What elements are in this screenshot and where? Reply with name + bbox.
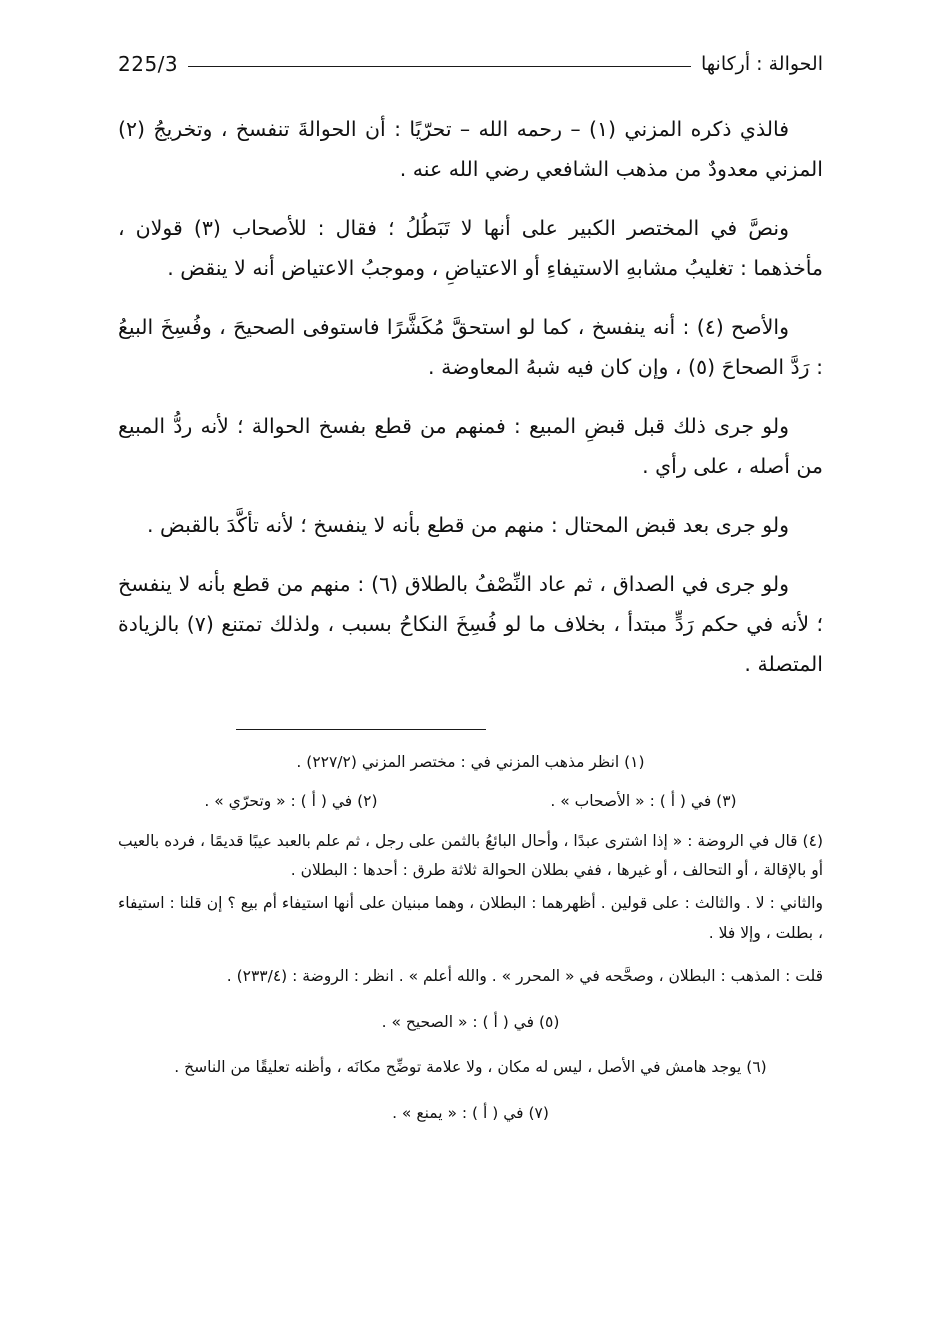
footnote-separator: [236, 729, 486, 730]
body-paragraph: ولو جرى في الصداق ، ثم عاد النِّصْفُ بالطلاق (٦) : منهم من قطع بأنه لا ينفسخ ؛ لأنه في حكم رَدٍّ مبتدأ ، بخلاف ما لو فُسِخَ النكاحُ بسبب ، ولذلك تمتنع (٧) بالزيادة المتصلة .: [118, 571, 823, 676]
header-title: الحوالة : أركانها: [700, 53, 823, 75]
footnote-item: (٣) في ( أ ) : « الأصحاب » .: [550, 792, 737, 811]
footnote-line: والثاني : لا . والثالث : على قولين . أظهرهما : البطلان ، وهما مبنيان على أنها استيفاء أم بيع ؟ إن قلنا : استيفاء ، بطلت ، وإلا فلا .: [118, 894, 823, 942]
footnote-line: قلت : المذهب : البطلان ، وصحَّحه في « المحرر » . والله أعلم » . انظر : الروضة : (٢٣٣/٤) .: [226, 967, 823, 986]
body-paragraph: ولو جرى ذلك قبل قبضِ المبيع : فمنهم من قطع بفسخ الحوالة ؛ لأنه ردُّ المبيع من أصله ، على رأي .: [118, 413, 823, 478]
body-paragraph: فالذي ذكره المزني (١) – رحمه الله – تحرّيًا : أن الحوالةَ تنفسخ ، وتخريجُ (٢) المزني معدودٌ من مذهب الشافعي رضي الله عنه .: [118, 117, 823, 181]
header-divider: [188, 66, 691, 67]
footnotes-section: [118, 748, 823, 1128]
page-number: 225/3: [118, 52, 179, 76]
body-paragraph: ولو جرى بعد قبض المحتال : منهم من قطع بأنه لا ينفسخ ؛ لأنه تأكَّدَ بالقبض .: [147, 512, 789, 537]
body-paragraph: والأصح (٤) : أنه ينفسخ ، كما لو استحقَّ مُكَشَّرًا فاستوفى الصحيحَ ، وفُسِخَ البيعُ : رَدَّ الصحاحَ (٥) ، وإن كان فيه شبهُ المعاوضة .: [118, 314, 823, 379]
footnote-item: (٢) في ( أ ) : « وتحرّي » .: [204, 792, 378, 811]
footnote-item: (٦) يوجد هامش في الأصل ، ليس له مكان ، ولا علامة توضِّح مكانَه ، وأظنه تعليقًا من الناسخ .: [174, 1058, 767, 1077]
main-body: [118, 110, 823, 685]
footnote-line: (٤) قال في الروضة : « إذا اشترى عبدًا ، وأحال البائعُ بالثمن على رجل ، ثم علم بالعبد عيبًا قديمًا ، فرده بالعيب أو بالإقالة ، أو التحالف ، أو غيرها ، ففي بطلان الحوالة ثلاثة طرق : أحدها : البطلان .: [118, 831, 823, 879]
footnote-long-note: [118, 827, 823, 949]
footnote-item: (٧) في ( أ ) : « يمنع » .: [392, 1103, 549, 1122]
page-header: [118, 52, 823, 76]
body-paragraph: ونصَّ في المختصر الكبير على أنها لا تَبَطُلُ ؛ فقال : للأصحاب (٣) قولان ، مأخذهما : تغليبُ مشابهِ الاستيفاءِ أو الاعتياضِ ، وموجبُ الاعتياض أنه لا ينقض .: [118, 215, 823, 280]
footnote-item: (٥) في ( أ ) : « الصحيح » .: [381, 1012, 560, 1031]
footnote-item: (١) انظر مذهب المزني في : مختصر المزني (٢٢٧/٢) .: [296, 752, 645, 771]
footnote-row: [118, 787, 823, 816]
